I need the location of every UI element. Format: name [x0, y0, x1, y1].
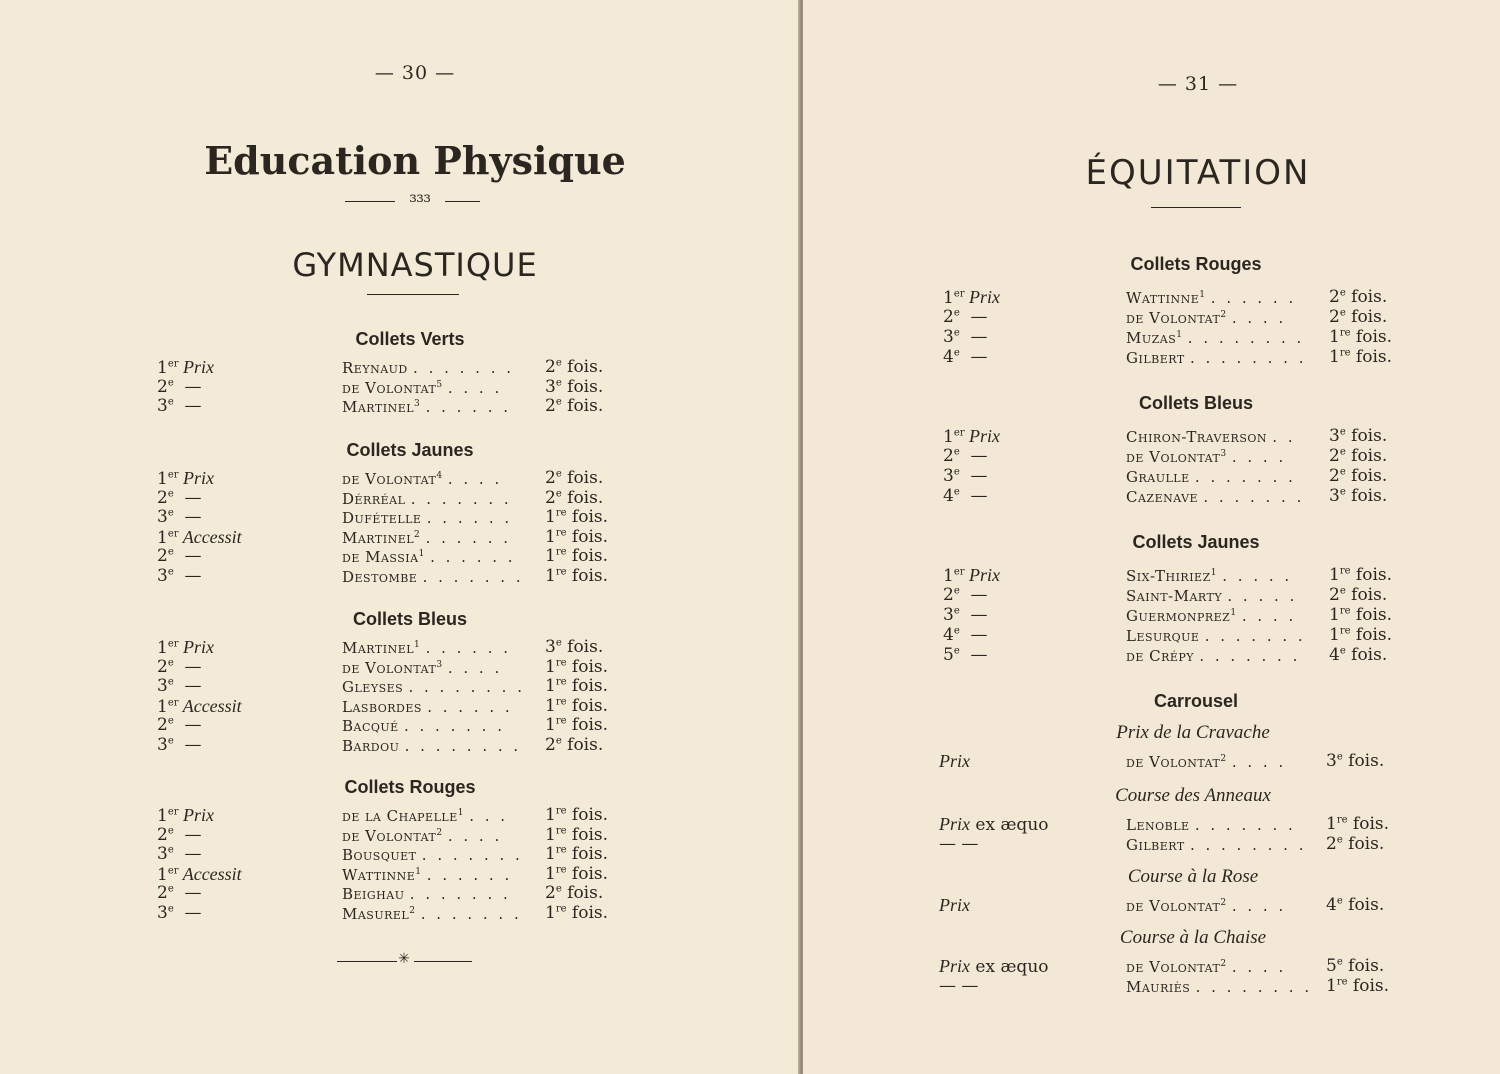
row-name [342, 659, 502, 677]
footnote-mark: 2 [1220, 898, 1227, 908]
pupil-name: Gilbert [1126, 836, 1185, 854]
pupil-name: Wattinne [342, 865, 416, 884]
row-label: 1er Prix [157, 357, 215, 378]
leader-dots: . . . . . . . [403, 717, 505, 736]
row-count: 2e fois. [1329, 585, 1388, 605]
leader-dots: . . . . . . [426, 865, 513, 884]
pupil-name: de Crépy [1126, 647, 1195, 665]
footnote-mark: 5 [436, 379, 443, 390]
row-name [342, 717, 505, 735]
row-label: 2e — [157, 376, 202, 397]
page-number: — 30 — [374, 62, 456, 84]
pupil-name: de Volontat [342, 470, 437, 488]
row-name [1126, 428, 1296, 446]
leader-dots: . . . . [1231, 958, 1287, 976]
footnote-mark: 1 [1210, 568, 1217, 578]
leader-dots: . . . . . . . [421, 846, 523, 865]
row-count: 1re fois. [545, 676, 609, 697]
leader-dots: . . . . [447, 658, 503, 677]
footnote-mark: 2 [409, 906, 416, 916]
leader-dots: . . . . [447, 470, 503, 488]
row-count: 1re fois. [545, 863, 609, 884]
leader-dots: . . . . . . [427, 697, 513, 716]
ornament-rule-left [345, 201, 395, 202]
leader-dots: . . [1272, 428, 1296, 446]
row-name [342, 866, 512, 884]
row-label: 4e — [943, 625, 988, 645]
pupil-name: Bousquet [342, 846, 417, 865]
pupil-name: Martinel [342, 398, 415, 417]
ornament-rule-right [445, 201, 480, 202]
pupil-name: Martinel [342, 639, 415, 657]
footnote-mark: 3 [436, 659, 443, 670]
row-label: 2e — [943, 307, 988, 327]
row-count: 3e fois. [1326, 751, 1385, 771]
row-label: 1er Prix [943, 287, 1001, 308]
leader-dots: . . . . [1231, 448, 1287, 466]
page-title: Education Physique [204, 138, 626, 183]
row-count: 3e fois. [1329, 486, 1388, 506]
row-name [1126, 647, 1300, 665]
leader-dots: . . . . . . . [420, 905, 522, 923]
pupil-name: de Volontat [1126, 958, 1221, 976]
pupil-name: Wattinne [1126, 289, 1200, 307]
row-name [1126, 627, 1306, 645]
pupil-name: Lasbordes [342, 697, 422, 716]
row-label: 5e — [943, 645, 988, 665]
row-name [342, 490, 512, 508]
leader-dots: . . . . [1231, 897, 1287, 915]
footnote-mark: 1 [1230, 608, 1237, 618]
row-count: 1re fois. [1329, 625, 1393, 645]
row-name [342, 885, 511, 903]
row-name [342, 737, 521, 755]
row-label: 3e — [157, 844, 202, 865]
leader-dots: . . . . . . . . [408, 678, 525, 697]
leader-dots: . . . . . . [1210, 289, 1297, 307]
row-label: Prix [939, 895, 970, 915]
row-label: 2e — [157, 656, 202, 677]
row-count: 2e fois. [545, 468, 604, 488]
section-rule [367, 294, 459, 295]
footnote-mark: 1 [418, 549, 425, 560]
row-label: 2e — [157, 883, 202, 904]
footnote-mark: 2 [1220, 959, 1227, 969]
row-count: 2e fois. [545, 735, 604, 755]
row-name [1126, 607, 1296, 625]
leader-dots: . . . [469, 807, 509, 825]
leader-dots: . . . . . . . [1194, 468, 1296, 486]
row-label: Prix ex æquo [939, 956, 1049, 977]
row-label: 3e — [157, 735, 202, 755]
end-rule-left [337, 961, 397, 962]
event-title: Course à la Chaise [1119, 927, 1267, 948]
row-label: 1er Prix [157, 805, 215, 826]
row-count: 1re fois. [545, 695, 609, 716]
row-name [1126, 289, 1296, 307]
asterisk-ornament-icon: ✳ [398, 951, 410, 967]
section-heading: Collets Jaunes [1132, 532, 1260, 552]
row-name [1126, 448, 1286, 466]
pupil-name: de Volontat [1126, 897, 1221, 915]
pupil-name: Gleyses [342, 678, 404, 697]
section-heading: Collets Bleus [1138, 393, 1254, 413]
row-count: 2e fois. [1329, 446, 1388, 466]
row-label: 2e — [943, 585, 988, 605]
footnote-mark: 1 [414, 640, 421, 650]
row-label: — — [939, 834, 979, 854]
pupil-name: Guermonprez [1126, 607, 1231, 625]
row-name [342, 470, 502, 488]
footnote-mark: 2 [1220, 310, 1227, 320]
pupil-name: de la Chapelle [342, 807, 458, 825]
leader-dots: . . . . . . . [1203, 488, 1305, 506]
row-label: 3e — [157, 507, 202, 528]
row-name [342, 905, 522, 923]
footnote-mark: 1 [1199, 290, 1206, 300]
row-label: 2e — [157, 824, 202, 845]
title-rule [1151, 207, 1241, 208]
row-count: 1re fois. [1326, 976, 1390, 996]
row-name [1126, 897, 1286, 915]
leader-dots: . . . . . . . . [1189, 836, 1307, 854]
row-count: 2e fois. [1329, 287, 1388, 307]
row-label: 1er Prix [157, 637, 215, 658]
row-count: 2e fois. [545, 883, 604, 904]
row-name [342, 698, 513, 716]
leader-dots: . . . . [1231, 309, 1287, 327]
leader-dots: . . . . . . . [409, 885, 511, 904]
pupil-name: Cazenave [1126, 488, 1199, 506]
row-name [342, 827, 502, 845]
pupil-name: Gilbert [1126, 349, 1185, 367]
pupil-name: de Volontat [1126, 309, 1221, 327]
pupil-name: de Volontat [342, 658, 437, 677]
leader-dots: . . . . . . . [1204, 627, 1306, 645]
row-count: 1re fois. [545, 656, 609, 677]
section-heading: Collets Rouges [1130, 254, 1262, 274]
leader-dots: . . . . [1231, 753, 1287, 771]
row-count: 1re fois. [545, 507, 609, 528]
section-title: GYMNASTIQUE [292, 246, 538, 284]
row-count: 2e fois. [1329, 466, 1388, 486]
event-title: Course à la Rose [1127, 866, 1259, 887]
right-page [803, 0, 1500, 1074]
leader-dots: . . . . . . . [1199, 647, 1301, 665]
row-name [1126, 587, 1297, 605]
row-count: 2e fois. [545, 357, 604, 377]
row-count: 5e fois. [1326, 956, 1385, 976]
pupil-name: Dérréal [342, 489, 406, 508]
pupil-name: Beighau [342, 885, 405, 904]
leader-dots: . . . . . . . [413, 359, 515, 377]
leader-dots: . . . . [447, 826, 503, 845]
pupil-name: de Volontat [1126, 753, 1221, 771]
row-label: 1er Accessit [157, 695, 242, 717]
leader-dots: . . . . . . . . [1189, 349, 1307, 367]
row-count: 4e fois. [1329, 645, 1388, 665]
leader-dots: . . . . [1241, 607, 1297, 625]
leader-dots: . . . . . . [430, 548, 516, 567]
leader-dots: . . . . . [1222, 567, 1293, 585]
pupil-name: de Volontat [342, 826, 437, 845]
pupil-name: de Volontat [1126, 448, 1221, 466]
leader-dots: . . . . . . . [1194, 816, 1296, 834]
row-name [342, 359, 514, 377]
row-name [1126, 309, 1286, 327]
row-label: 4e — [943, 486, 988, 506]
row-name [1126, 488, 1304, 506]
pupil-name: Dufételle [342, 509, 422, 528]
row-label: Prix [939, 751, 970, 771]
leader-dots: . . . . . . [425, 528, 512, 547]
section-heading: Collets Jaunes [346, 440, 474, 460]
leader-dots: . . . . . . [426, 509, 513, 528]
row-name [1126, 329, 1304, 347]
row-count: 1re fois. [545, 566, 609, 586]
row-count: 1re fois. [1329, 327, 1393, 347]
leader-dots: . . . . . [1227, 587, 1298, 605]
pupil-name: Reynaud [342, 359, 408, 377]
pupil-name: Graulle [1126, 468, 1190, 486]
row-count: 2e fois. [1326, 834, 1385, 854]
leader-dots: . . . . . . . [410, 489, 512, 508]
footnote-mark: 4 [436, 471, 443, 481]
row-name [1126, 816, 1296, 834]
pupil-name: Masurel [342, 905, 410, 923]
row-name [1126, 753, 1286, 771]
footnote-mark: 1 [415, 866, 422, 877]
footnote-mark: 3 [414, 399, 421, 410]
row-count: 1re fois. [545, 546, 609, 567]
page-number: — 31 — [1157, 73, 1239, 95]
footnote-mark: 2 [414, 529, 421, 540]
row-label: 3e — [943, 605, 988, 625]
pupil-name: Muzas [1126, 329, 1177, 347]
row-name [342, 846, 523, 864]
row-label: 1er Accessit [157, 863, 242, 885]
row-count: 2e fois. [545, 396, 604, 417]
row-count: 4e fois. [1326, 895, 1385, 915]
event-title: Prix de la Cravache [1116, 722, 1270, 743]
row-name [342, 379, 502, 397]
row-count: 1re fois. [545, 844, 609, 865]
footnote-mark: 2 [1220, 754, 1227, 764]
leader-dots: . . . . . . [425, 639, 512, 657]
row-label: 2e — [157, 487, 202, 508]
leader-dots: . . . . . . . . [1187, 329, 1305, 347]
pupil-name: Lesurque [1126, 627, 1200, 645]
row-name [1126, 468, 1296, 486]
row-name [1126, 836, 1306, 854]
row-name [1126, 349, 1306, 367]
pupil-name: de Massia [342, 548, 419, 567]
page-title: ÉQUITATION [1085, 153, 1311, 193]
row-count: 1re fois. [545, 824, 609, 845]
row-name [342, 678, 525, 696]
leader-dots: . . . . . . . . [1195, 978, 1313, 996]
row-name [1126, 567, 1292, 585]
end-rule-right [414, 961, 472, 962]
row-count: 1re fois. [1329, 605, 1393, 625]
pupil-name: Destombe [342, 568, 418, 586]
row-name [1126, 978, 1312, 996]
row-name [1126, 958, 1286, 976]
section-heading: Collets Verts [355, 329, 465, 349]
row-label: 3e — [157, 566, 202, 586]
row-name [342, 509, 512, 527]
row-count: 3e fois. [1329, 426, 1388, 446]
pupil-name: Six-Thiriez [1126, 567, 1211, 585]
section-heading: Collets Bleus [352, 609, 468, 629]
row-count: 1re fois. [545, 526, 609, 547]
pupil-name: Lenoble [1126, 816, 1190, 834]
row-count: 1re fois. [1329, 565, 1393, 585]
row-label: 3e — [157, 396, 202, 417]
row-label: 3e — [943, 466, 988, 486]
row-count: 1re fois. [545, 903, 609, 923]
leader-dots: . . . . [447, 378, 503, 397]
row-label: 2e — [943, 446, 988, 466]
row-label: 1er Prix [157, 468, 215, 489]
row-count: 1re fois. [545, 715, 609, 736]
leader-dots: . . . . . . . [422, 568, 524, 586]
pupil-name: Mauriès [1126, 978, 1191, 996]
leader-dots: . . . . . . [425, 398, 512, 417]
row-label: 3e — [157, 676, 202, 697]
row-label: 1er Prix [943, 426, 1001, 447]
row-label: 3e — [943, 327, 988, 347]
row-label: Prix ex æquo [939, 814, 1049, 835]
row-label: 1er Prix [943, 565, 1001, 586]
ornament-icon: ɜɜɜ [409, 190, 431, 206]
row-name [342, 398, 511, 416]
pupil-name: Bacqué [342, 717, 399, 736]
pupil-name: Chiron-Traverson [1126, 428, 1267, 446]
row-name [342, 529, 511, 547]
row-name [342, 548, 516, 566]
row-name [342, 807, 508, 825]
section-heading: Collets Rouges [344, 777, 476, 797]
row-label: 1er Accessit [157, 526, 242, 548]
row-name [342, 639, 511, 657]
pupil-name: Martinel [342, 528, 415, 547]
carrousel-heading: Carrousel [1153, 691, 1239, 711]
pupil-name: Saint-Marty [1126, 587, 1223, 605]
footnote-mark: 3 [1220, 449, 1227, 459]
row-count: 2e fois. [545, 487, 604, 508]
pupil-name: de Volontat [342, 378, 437, 397]
row-count: 3e fois. [545, 376, 604, 397]
footnote-mark: 1 [1176, 330, 1183, 340]
row-count: 1re fois. [1329, 347, 1393, 367]
row-label: 3e — [157, 903, 202, 923]
row-count: 2e fois. [1329, 307, 1388, 327]
row-label: 4e — [943, 347, 988, 367]
row-label: 2e — [157, 715, 202, 736]
row-name [342, 568, 524, 586]
footnote-mark: 2 [436, 827, 443, 838]
footnote-mark: 1 [457, 808, 464, 818]
row-count: 1re fois. [545, 805, 609, 825]
leader-dots: . . . . . . . . [404, 737, 522, 755]
row-label: — — [939, 976, 979, 996]
row-count: 1re fois. [1326, 814, 1390, 834]
pupil-name: Bardou [342, 737, 400, 755]
row-label: 2e — [157, 546, 202, 567]
event-title: Course des Anneaux [1115, 785, 1271, 806]
row-count: 3e fois. [545, 637, 604, 657]
